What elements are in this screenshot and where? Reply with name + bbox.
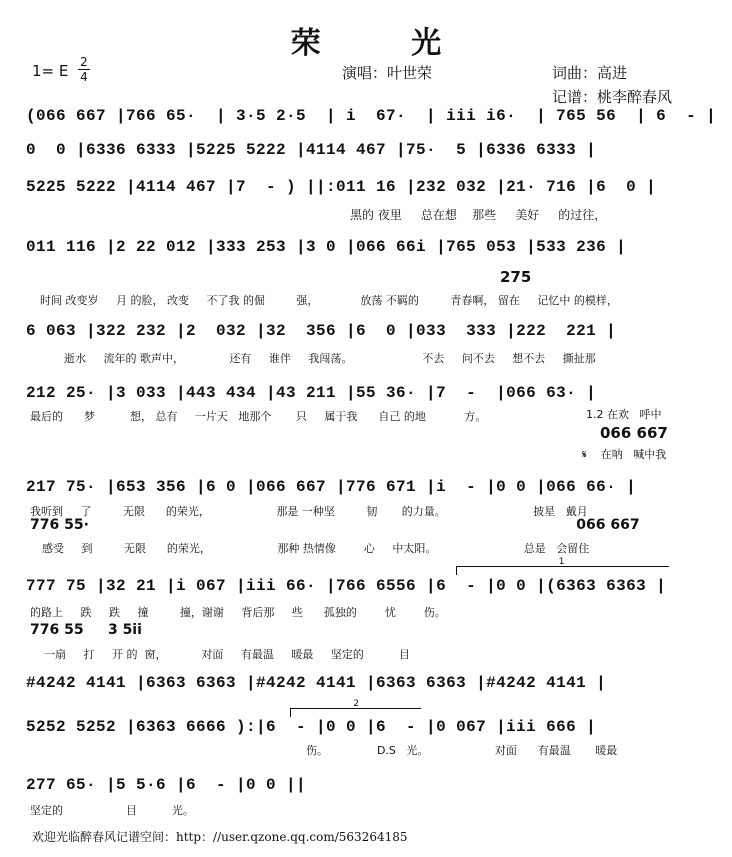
- lyric-line-11: 坚定的 目 光。: [30, 804, 194, 817]
- time-bottom: 4: [80, 70, 88, 84]
- alt-notes-8: 776 55 3 5ii: [30, 622, 142, 638]
- lyric-line-8c: 一扇 打 开 的 窗， 对面 有最温 暖最 坚定的 目: [44, 648, 410, 661]
- score-line-10: 5252 5252 |6363 6666 ):|6 - |0 0 |6 - |0 067 |iii 666 |: [26, 718, 597, 736]
- score-line-8: 777 75 |32 21 |i 067 |iii 66· |766 6556 |6 - |0 0 |(6363 6363 |: [26, 577, 667, 595]
- alt-notes-7: 776 55· 066 667: [30, 517, 640, 533]
- lyric-line-10: 伤。 D.S 光。 对面 有最温 暖最: [306, 744, 618, 757]
- lyric-line-6: 最后的 梦 想， 总有 一片天 地那个 只 属于我 自己 的地 方。: [30, 410, 487, 423]
- composer: 词曲：高进: [552, 64, 628, 82]
- score-line-1: (066 667 |766 65· | 3·5 2·5 | i 67· | iii i6· | 765 56 | 6 - |: [26, 107, 717, 125]
- lyric-line-4: 时间 改变岁 月 的脸， 改变 不了我 的倔 强， 放荡 不羁的 青春啊， 留在 记忆中 的模样，: [40, 294, 618, 307]
- lyric-line-6d: 𝄋 在呐 喊中我: [582, 448, 667, 461]
- lyric-line-7a: 我听到 了 无限 的荣光， 那是 一种坚 韧 的力量。 披星 戴月: [30, 505, 588, 518]
- score-line-7: 217 75· |653 356 |6 0 |066 667 |776 671 |i - |0 0 |066 66· |: [26, 478, 637, 496]
- score-line-2: 0 0 |6336 6333 |5225 5222 |4114 467 |75· 5 |6336 6333 |: [26, 141, 597, 159]
- score-line-5: 6 063 |322 232 |2 032 |32 356 |6 0 |033 333 |222 221 |: [26, 322, 617, 340]
- key-signature: 1= E: [32, 62, 69, 80]
- lyric-line-8a: 的路上 跌 跌 撞 撞，谢谢 背后那 些 孤独的 忧 伤。: [30, 606, 446, 619]
- time-top: 2: [80, 55, 88, 69]
- transcriber: 记谱：桃李醉春风: [552, 88, 673, 106]
- score-line-3: 5225 5222 |4114 467 |7 - ) ||:011 16 |232 032 |21· 716 |6 0 |: [26, 178, 657, 196]
- alt-notes-4: 275: [500, 268, 532, 286]
- alt-notes-6: 066 667: [600, 424, 668, 442]
- page-title: 荣 光: [290, 26, 482, 61]
- time-signature: [78, 56, 90, 83]
- volta-bracket-1: [456, 557, 669, 575]
- singer: 演唱：叶世荣: [342, 64, 433, 82]
- footer-note: 欢迎光临醉春风记谱空间：http：//user.qzone.qq.com/563264185: [32, 830, 408, 844]
- lyric-line-5: 逝水 流年的 歌声中， 还有 谁伴 我闯荡。 不去 问不去 想不去 撕扯那: [64, 352, 596, 365]
- lyric-line-7c: 感受 到 无限 的荣光， 那种 热情像 心 中太阳。 总是 会留住: [42, 542, 590, 555]
- score-line-9: #4242 4141 |6363 6363 |#4242 4141 |6363 6363 |#4242 4141 |: [26, 674, 607, 692]
- volta-bracket-2: [290, 699, 421, 717]
- lyric-line-3: 黑的 夜里 总在想 那些 美好 的过往，: [350, 208, 607, 222]
- score-line-11: 277 65· |5 5·6 |6 - |0 0 ||: [26, 776, 307, 794]
- lyric-line-6b: 1.2 在欢 呼中: [586, 408, 662, 421]
- volta-2-label: 2: [353, 699, 360, 709]
- score-line-6: 212 25· |3 033 |443 434 |43 211 |55 36· |7 - |066 63· |: [26, 384, 597, 402]
- volta-1-label: 1: [558, 557, 565, 567]
- score-line-4: 011 116 |2 22 012 |333 253 |3 0 |066 66i |765 053 |533 236 |: [26, 238, 627, 256]
